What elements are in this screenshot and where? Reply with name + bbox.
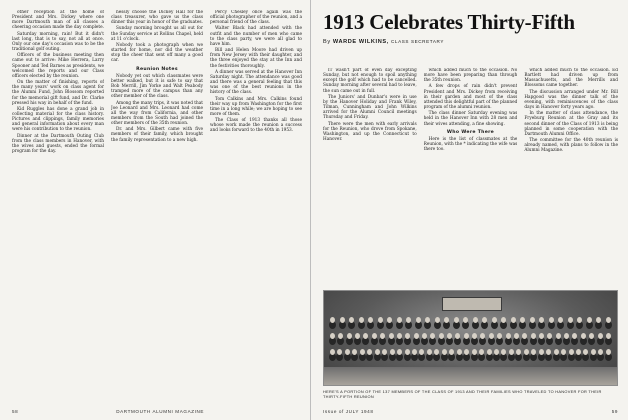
person-figure bbox=[509, 349, 514, 355]
person-figure bbox=[606, 333, 611, 339]
person-figure bbox=[338, 333, 343, 339]
person-figure bbox=[522, 333, 527, 339]
photo-caption: HERE'S A PORTION OF THE 137 MEMBERS OF THE CLASS OF 1913 AND THEIR FAMILIES WHO TRAVELED TO HANOVER FOR THEIR THIRTY-FIFTH REUNION bbox=[323, 389, 602, 399]
person-figure bbox=[422, 333, 427, 339]
person-figure bbox=[368, 317, 373, 323]
person-figure bbox=[598, 349, 603, 355]
paragraph: The discussion arranged under Mr. Bill Hapgood was the dinner talk of the evening, with reminiscences of the class days in Hanover forty years ago. bbox=[524, 89, 619, 111]
person-figure bbox=[577, 317, 582, 323]
left-column-2 bbox=[111, 10, 203, 398]
person-figure bbox=[569, 349, 574, 355]
person-figure bbox=[501, 349, 506, 355]
person-figure bbox=[531, 333, 536, 339]
person-figure bbox=[549, 317, 554, 323]
person-figure bbox=[330, 333, 335, 339]
person-figure bbox=[546, 349, 551, 355]
photo-banner bbox=[442, 297, 502, 311]
person-figure bbox=[479, 349, 484, 355]
person-figure bbox=[531, 349, 536, 355]
issue-label: Issue of JULY 1948 bbox=[323, 409, 374, 414]
article-header bbox=[323, 10, 618, 45]
person-figure bbox=[494, 349, 499, 355]
paragraph: Nobody took a photograph when we started for home, nor did the weather stop the cheer that sent off many a good car. bbox=[111, 42, 203, 64]
paragraph: There were the men with early arrivals for the Reunion, who drove from Spokane, Washington, and up the Connecticut to Hanover. bbox=[323, 121, 417, 143]
person-figure bbox=[434, 349, 439, 355]
class-group-photo bbox=[323, 290, 618, 386]
person-figure bbox=[591, 349, 596, 355]
paragraph: Dinner at the Dartmouth Outing Club from the class members in Hanover, with the wives and guests, ended the formal program for the day. bbox=[12, 133, 104, 155]
person-figure bbox=[397, 333, 402, 339]
right-column-1 bbox=[323, 68, 417, 286]
person-figure bbox=[583, 349, 588, 355]
paragraph: A few drops of rain didn't prevent President and Mrs. Dickey from receiving in their garden and most of the class attended this delightful part of the planned program of the alumni reunion. bbox=[423, 84, 518, 111]
paragraph: which added much to the occasion. Ed Bartlett had driven up from Massachusetts, and the Merrills and Blossoms came together. bbox=[524, 68, 619, 89]
person-figure bbox=[489, 333, 494, 339]
photo-row bbox=[330, 333, 611, 339]
person-figure bbox=[457, 349, 462, 355]
person-figure bbox=[464, 349, 469, 355]
person-figure bbox=[345, 349, 350, 355]
person-figure bbox=[497, 333, 502, 339]
paragraph: Among the many trips, it was noted that Joe Leonard and Mrs. Leonard had come all the way from California, and other members from the South had joined the other members of the 35th reunion. bbox=[111, 100, 203, 127]
person-figure bbox=[352, 349, 357, 355]
magazine-name: DARTMOUTH ALUMNI MAGAZINE bbox=[116, 409, 205, 414]
person-figure bbox=[520, 317, 525, 323]
person-figure bbox=[406, 317, 411, 323]
person-figure bbox=[539, 349, 544, 355]
left-page-footer bbox=[12, 409, 302, 414]
person-figure bbox=[606, 317, 611, 323]
person-figure bbox=[405, 349, 410, 355]
person-figure bbox=[359, 317, 364, 323]
paragraph: Dr. and Mrs. Gilbert came with five members of their family, which brought the family representation to a new high. bbox=[111, 127, 203, 143]
person-figure bbox=[554, 349, 559, 355]
paragraph: Kid Ruggles has done a grand job in collecting material for the class history. Pictures and clippings, family memories and general information about every man were his contribution to the reunion. bbox=[12, 106, 104, 133]
person-figure bbox=[561, 349, 566, 355]
person-figure bbox=[444, 317, 449, 323]
person-figure bbox=[375, 349, 380, 355]
person-figure bbox=[596, 317, 601, 323]
person-figure bbox=[516, 349, 521, 355]
paragraph: Percy Chesley once again was the official photographer of the reunion, and a personal friend of the class. bbox=[210, 10, 302, 26]
person-figure bbox=[581, 333, 586, 339]
person-figure bbox=[598, 333, 603, 339]
person-figure bbox=[511, 317, 516, 323]
person-figure bbox=[482, 317, 487, 323]
person-figure bbox=[530, 317, 535, 323]
paragraph: The class dinner Saturday evening was held in the Hanover Inn with 28 men and their wives attending, a fine showing. bbox=[423, 111, 518, 127]
person-figure bbox=[492, 317, 497, 323]
person-figure bbox=[430, 333, 435, 339]
person-figure bbox=[487, 349, 492, 355]
person-figure bbox=[380, 333, 385, 339]
person-figure bbox=[419, 349, 424, 355]
person-figure bbox=[439, 333, 444, 339]
section-heading-reunion-notes: Reunion Notes bbox=[136, 66, 178, 72]
paragraph: Officers of the business meeting then came out to arrive: Mike Herrera, Larry Spooner and Ted Barnes as presidents, we welcomed the reports and our Class officers elected by the reunion. bbox=[12, 53, 104, 79]
person-figure bbox=[472, 333, 477, 339]
paragraph: other reception at the home of President and Mrs. Dickey where one more Dartmouth man of all classes a cheering occasion made the day complete. bbox=[12, 10, 104, 31]
person-figure bbox=[412, 349, 417, 355]
person-figure bbox=[524, 349, 529, 355]
person-figure bbox=[463, 317, 468, 323]
paragraph: On the matter of finishing, reports of the many years' work on class agent for the Alumni Fund, John Blossom reported for the memorial gift fund, and Dr. Clarke pressed his way in behalf of the fund. bbox=[12, 80, 104, 106]
photo-ground bbox=[324, 367, 617, 385]
person-figure bbox=[378, 317, 383, 323]
page-number: 59 bbox=[611, 409, 618, 414]
person-figure bbox=[447, 333, 452, 339]
person-figure bbox=[572, 333, 577, 339]
person-figure bbox=[360, 349, 365, 355]
person-figure bbox=[539, 333, 544, 339]
paragraph: Walter Black had attended with the outfit and the number of men who came to the class party, we were all glad to have him. bbox=[210, 26, 302, 47]
person-figure bbox=[425, 317, 430, 323]
section-heading-who-were-there: Who Were There bbox=[446, 129, 495, 135]
page-number: 58 bbox=[12, 409, 19, 414]
right-column-3 bbox=[524, 68, 618, 286]
person-figure bbox=[416, 317, 421, 323]
paragraph: nessly choose the Dickey Hall for the class treasurer, who gave us the class dinner this year in honor of the graduates. bbox=[111, 10, 203, 26]
person-figure bbox=[454, 317, 459, 323]
person-figure bbox=[480, 333, 485, 339]
person-figure bbox=[389, 333, 394, 339]
photo-row bbox=[330, 349, 611, 355]
person-figure bbox=[367, 349, 372, 355]
person-figure bbox=[355, 333, 360, 339]
paragraph: Nobody yet out which classmates were better walked, but it is safe to say that Bob Merrill, Jim Yorke and Walt Peabody tramped more of the campus than any other member of the class. bbox=[111, 73, 203, 100]
right-column-2 bbox=[424, 68, 518, 286]
paragraph: The committee for the 40th reunion is already named, with plans to follow in the Alumni Magazine. bbox=[524, 138, 619, 154]
person-figure bbox=[330, 349, 335, 355]
person-figure bbox=[442, 349, 447, 355]
person-figure bbox=[473, 317, 478, 323]
person-figure bbox=[330, 317, 335, 323]
person-figure bbox=[539, 317, 544, 323]
person-figure bbox=[390, 349, 395, 355]
person-figure bbox=[455, 333, 460, 339]
left-page-columns bbox=[12, 10, 302, 398]
paragraph: The Juniors' and Dunbar's were in use by the Hanover Holiday and Frank Wiley, Tilman, Cunningham and John Wilkins arrived for the Alumni Council meetings Thursday and Friday. bbox=[323, 94, 417, 121]
person-figure bbox=[587, 317, 592, 323]
left-column-3 bbox=[210, 10, 302, 398]
person-figure bbox=[340, 317, 345, 323]
paragraph: Here is the list of classmates at the Reunion, with the * indicating the wife was there too. bbox=[423, 136, 518, 153]
person-figure bbox=[564, 333, 569, 339]
person-figure bbox=[589, 333, 594, 339]
paragraph: Tom Calkins and Mrs. Calkins found their way up from Washington for the first time in a long while; we are hoping to see more of them. bbox=[210, 96, 302, 117]
right-page-footer bbox=[323, 409, 618, 414]
person-figure bbox=[556, 333, 561, 339]
person-figure bbox=[405, 333, 410, 339]
photo-row bbox=[330, 317, 611, 323]
person-figure bbox=[449, 349, 454, 355]
paragraph: which added much to the occasion. No more have been preparing than through the 35th reunion. bbox=[423, 68, 518, 84]
person-figure bbox=[397, 349, 402, 355]
byline-prefix: By bbox=[323, 39, 333, 45]
person-figure bbox=[501, 317, 506, 323]
person-figure bbox=[568, 317, 573, 323]
paragraph: The Class of 1913 thanks all those whose work made the reunion a success and looks forward to the 40th in 1953. bbox=[210, 118, 302, 134]
person-figure bbox=[349, 317, 354, 323]
person-figure bbox=[372, 333, 377, 339]
paragraph: Bill and Helen Moore had driven up from New Jersey with their daughter, and the three enjoyed the stay at the Inn and the festivities thoroughly. bbox=[210, 48, 302, 69]
person-figure bbox=[606, 349, 611, 355]
paragraph: In the matter of class attendance, the Fryeburg Reunion at the Gray and its second dinner of the Class of 1913 is being planned in some cooperation with the Dartmouth Alumni Office. bbox=[524, 111, 619, 137]
person-figure bbox=[435, 317, 440, 323]
left-column-1 bbox=[12, 10, 104, 398]
paragraph: Saturday morning, rain! But it didn't last long, that is to say, not all at once. Only our one day's occasion was to be the traditional golf outing. bbox=[12, 31, 104, 53]
right-page bbox=[311, 0, 628, 420]
person-figure bbox=[514, 333, 519, 339]
person-figure bbox=[397, 317, 402, 323]
paragraph: IT wasn't part of even day excepting Sunday, but not enough to spoil anything except the golf which had to be cancelled. Sunday morning after several had to leave, the sun came out in full. bbox=[323, 68, 417, 94]
person-figure bbox=[414, 333, 419, 339]
author-role: CLASS SECRETARY bbox=[391, 39, 444, 44]
person-figure bbox=[506, 333, 511, 339]
person-figure bbox=[382, 349, 387, 355]
person-figure bbox=[363, 333, 368, 339]
person-figure bbox=[347, 333, 352, 339]
person-figure bbox=[547, 333, 552, 339]
person-figure bbox=[472, 349, 477, 355]
person-figure bbox=[337, 349, 342, 355]
person-figure bbox=[558, 317, 563, 323]
left-page bbox=[0, 0, 311, 420]
right-page-columns bbox=[323, 68, 618, 286]
byline bbox=[323, 39, 618, 45]
article-title: 1913 Celebrates Thirty-Fifth bbox=[323, 10, 575, 34]
person-figure bbox=[427, 349, 432, 355]
person-figure bbox=[387, 317, 392, 323]
paragraph: Sunday morning brought us all out for the Sunday service at Rollins Chapel, held at 11 o'clock. bbox=[111, 26, 203, 42]
paragraph: A dinner was served at the Hanover Inn Saturday night. The attendance was good and there was a general feeling that this was one of the best reunions in the history of the class. bbox=[210, 69, 302, 96]
author-name: WARDE WILKINS, bbox=[332, 39, 389, 45]
person-figure bbox=[576, 349, 581, 355]
person-figure bbox=[464, 333, 469, 339]
